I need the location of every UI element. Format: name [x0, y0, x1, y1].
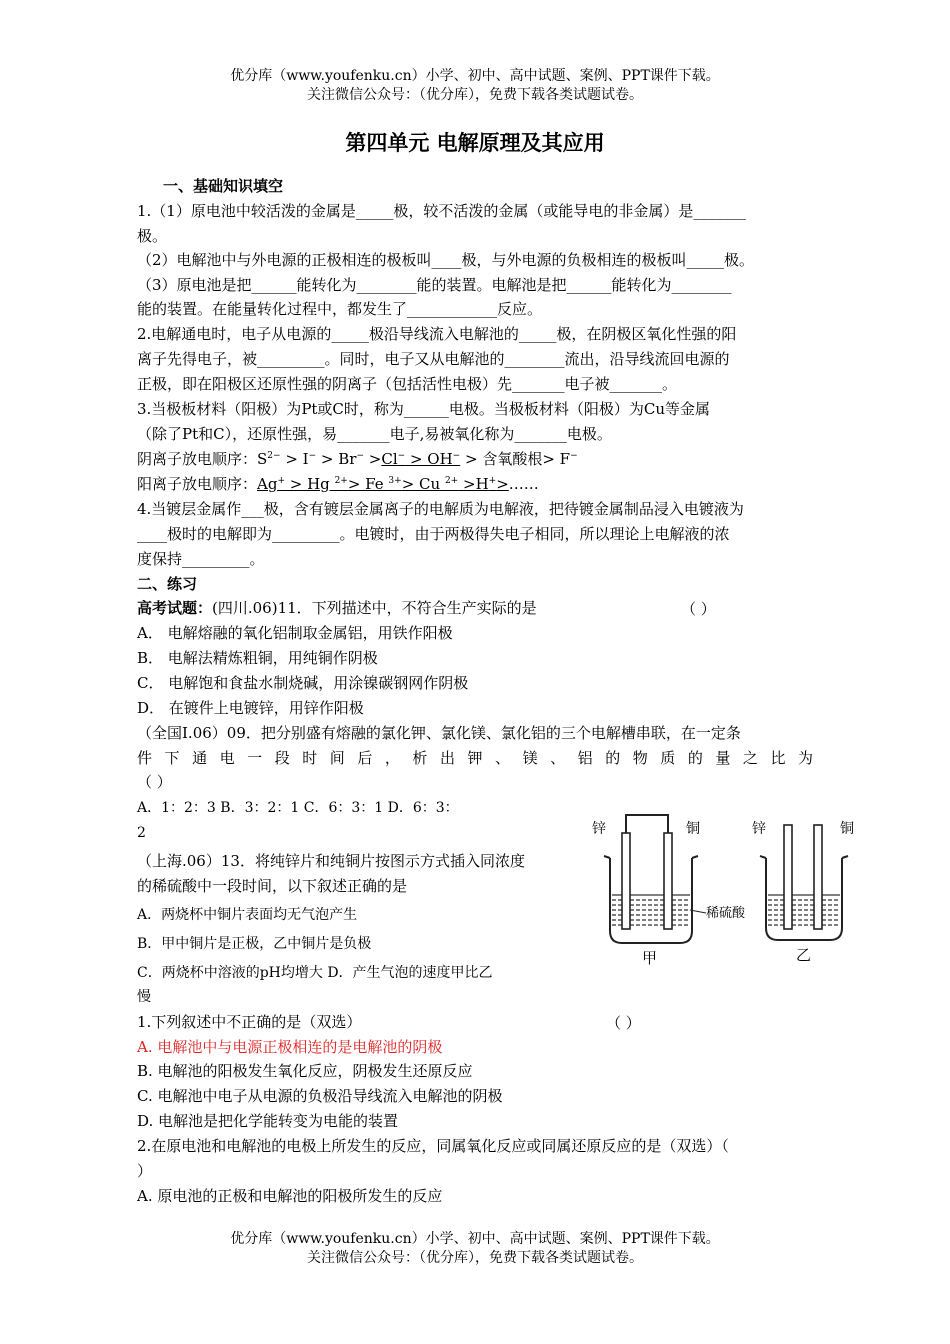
option-line: D. 电解池是把化学能转变为电能的装置: [137, 1112, 399, 1130]
text-line: 离子先得电子，被_________。同时，电子又从电解池的________流出，沿导线流回电源的: [137, 350, 730, 368]
section2-heading: 二、练习: [137, 575, 198, 593]
label-acid: 稀硫酸: [706, 906, 746, 921]
text-line: （除了Pt和C），还原性强，易_______电子,易被氧化称为_______电极。: [137, 425, 612, 443]
header-line-1: 优分库（www.youfenku.cn）小学、初中、高中试题、案例、PPT课件下载。: [230, 68, 720, 84]
section1-heading: 一、基础知识填空: [163, 177, 284, 195]
option-line: C．两烧杯中溶液的pH均增大 D．产生气泡的速度甲比乙: [137, 965, 493, 981]
footer-line-1: 优分库（www.youfenku.cn）小学、初中、高中试题、案例、PPT课件下载。: [230, 1231, 720, 1247]
text-line: 能的装置。在能量转化过程中，都发生了____________反应。: [137, 300, 543, 318]
option-line: A. 原电池的正极和电解池的阳极所发生的反应: [137, 1187, 443, 1205]
text-line: （3）原电池是把______能转化为________能的装置。电解池是把______能转化为________: [137, 276, 732, 294]
text-line: 1.（1）原电池中较活泼的金属是_____极，较不活泼的金属（或能导电的非金属）是_______: [137, 202, 746, 220]
option-line-highlighted: A. 电解池中与电源正极相连的是电解池的阴极: [137, 1038, 443, 1056]
question-2: 2.在原电池和电解池的电极上所发生的反应，同属氧化反应或同属还原反应的是（双选）（: [137, 1137, 729, 1155]
text-line: 极。: [137, 227, 168, 245]
question-shanghai-cont: 的稀硫酸中一段时间，以下叙述正确的是: [137, 877, 408, 895]
text-line: ____极时的电解即为_________。电镀时，由于两极得失电子相同，所以理论上电解液的浓: [137, 525, 730, 543]
question-quanguo-cont: 件下通电一段时间后，析出钾、镁、铝的物质的量之比为: [137, 749, 813, 767]
option-line: B．甲中铜片是正极，乙中铜片是负极: [137, 936, 372, 952]
question-sichuan: 高考试题：(四川.06)11．下列描述中，不符合生产实际的是: [137, 599, 537, 617]
answer-paren: （ ）: [681, 600, 716, 618]
option-line: C. 电解池中电子从电源的负极沿导线流入电解池的阴极: [137, 1087, 503, 1105]
option-line: C． 电解饱和食盐水制烧碱，用涂镍碳钢网作阴极: [137, 674, 469, 692]
label-zinc-yi: 锌: [752, 821, 766, 837]
cation-discharge-order: 阳离子放电顺序：Ag+ > Hg $^{2+}$> Fe $^{3+}$> Cu $^{2+}$ >H+>……: [137, 475, 539, 493]
label-yi: 乙: [796, 946, 812, 964]
header-line-2: 关注微信公众号：（优分库），免费下载各类试题试卷。: [307, 87, 643, 103]
option-line: 慢: [137, 989, 151, 1005]
answer-paren: （ ）: [137, 773, 172, 791]
anion-discharge-order: 阴离子放电顺序：$S^{2-} > I^- > Br^- >Cl^- > OH^-$ > 含氧酸根> F−: [137, 450, 578, 468]
label-copper-yi: 铜: [840, 821, 854, 837]
answer-paren: （ ）: [606, 1014, 641, 1032]
option-line: 2: [137, 825, 146, 841]
option-line: B. 电解池的阳极发生氧化反应，阴极发生还原反应: [137, 1062, 473, 1080]
label-zinc-jia: 锌: [592, 821, 606, 837]
label-jia: 甲: [642, 949, 658, 967]
text-line: 4.当镀层金属作___极，含有镀层金属离子的电解质为电解液，把待镀金属制品浸入电镀液为: [137, 500, 744, 518]
label-copper-jia: 铜: [686, 821, 700, 837]
text-line: （2）电解池中与外电源的正极相连的极板叫____极，与外电源的负极相连的极板叫_____极。: [137, 251, 755, 269]
option-line: A．1：2：3 B．3：2：1 C．6：3：1 D．6：3：: [137, 800, 459, 816]
question-2-cont: ）: [137, 1162, 153, 1180]
text-line: 3.当极板材料（阳极）为Pt或C时，称为______电极。当极板材料（阳极）为Cu等金属: [137, 400, 711, 418]
text-line: 度保持_________。: [137, 550, 265, 568]
page-title: 第四单元 电解原理及其应用: [345, 131, 605, 155]
option-line: D． 在镀件上电镀锌，用锌作阳极: [137, 699, 364, 717]
question-shanghai: （上海.06）13．将纯锌片和纯铜片按图示方式插入同浓度: [137, 852, 525, 870]
option-line: A．两烧杯中铜片表面均无气泡产生: [137, 907, 358, 923]
footer-line-2: 关注微信公众号：（优分库），免费下载各类试题试卷。: [307, 1250, 643, 1266]
text-line: 2.电解通电时，电子从电源的_____极沿导线流入电解池的_____极，在阴极区氧化性强的阳: [137, 325, 737, 343]
question-quanguo: （全国Ⅰ.06）09．把分别盛有熔融的氯化钾、氯化镁、氯化铝的三个电解槽串联，在一定条: [137, 724, 741, 742]
beaker-figure: [590, 803, 867, 975]
option-line: B． 电解法精炼粗铜，用纯铜作阴极: [137, 649, 378, 667]
text-line: 正极，即在阳极区还原性强的阴离子（包括活性电极）先_______电子被_______。: [137, 375, 678, 393]
option-line: A． 电解熔融的氧化铝制取金属铝，用铁作阳极: [137, 624, 453, 642]
question-1: 1.下列叙述中不正确的是（双选）: [137, 1013, 362, 1031]
